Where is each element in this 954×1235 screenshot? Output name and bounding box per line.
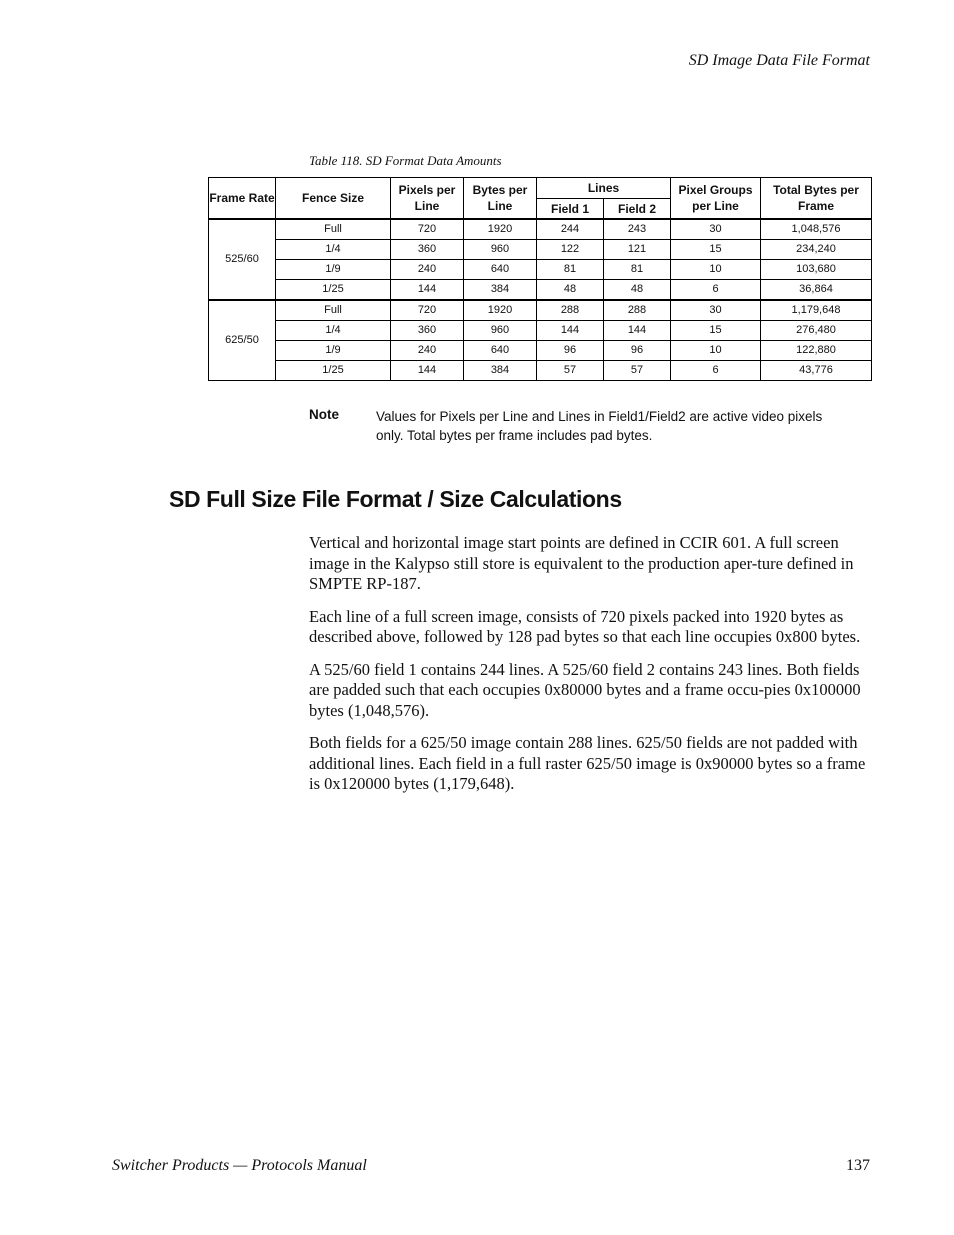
- running-head: SD Image Data File Format: [688, 52, 870, 69]
- section-body: [309, 533, 872, 807]
- body-paragraph: A 525/60 field 1 contains 244 lines. A 525/60 field 2 contains 243 lines. Both fields are padded such that each occupies 0x80000 bytes and a frame occu-pies 0x100000 bytes (1,048,576).: [309, 659, 861, 720]
- bytes-cell: 640: [464, 260, 537, 280]
- fence-cell: 1/25: [276, 361, 391, 381]
- table-row: [209, 260, 872, 280]
- pixel-groups-cell: 10: [671, 341, 761, 361]
- pixels-cell: 720: [391, 219, 464, 240]
- fence-cell: 1/4: [276, 240, 391, 260]
- frame-rate-cell: 525/60: [209, 219, 276, 300]
- body-paragraph: Both fields for a 625/50 image contain 288 lines. 625/50 fields are not padded with additional lines. Each field in a full raster 625/50 image is 0x90000 bytes so a frame is 0x120000 bytes (1,179,648).: [309, 733, 866, 793]
- header-fence-size: Fence Size: [276, 178, 391, 220]
- fence-cell: Full: [276, 219, 391, 240]
- pixels-cell: 240: [391, 341, 464, 361]
- pixel-groups-cell: 15: [671, 321, 761, 341]
- table-group-525-60: [209, 219, 872, 300]
- note-block: [309, 407, 849, 445]
- header-pixels-per-line: Pixels per Line: [391, 178, 464, 220]
- pixels-cell: 240: [391, 260, 464, 280]
- footer-title: Switcher Products — Protocols Manual: [112, 1157, 367, 1174]
- total-bytes-cell: 1,048,576: [761, 219, 872, 240]
- field2-cell: 144: [604, 321, 671, 341]
- fence-cell: 1/9: [276, 341, 391, 361]
- bytes-cell: 384: [464, 280, 537, 301]
- note-text: Values for Pixels per Line and Lines in Field1/Field2 are active video pixels only. Total bytes per frame includes pad bytes.: [376, 409, 823, 443]
- field1-cell: 244: [537, 219, 604, 240]
- pixel-groups-cell: 10: [671, 260, 761, 280]
- table-group-625-50: [209, 300, 872, 381]
- table-row: [209, 321, 872, 341]
- total-bytes-cell: 276,480: [761, 321, 872, 341]
- header-field-1: Field 1: [537, 199, 604, 220]
- header-field-2: Field 2: [604, 199, 671, 220]
- table-row: [209, 300, 872, 321]
- pixels-cell: 144: [391, 361, 464, 381]
- total-bytes-cell: 103,680: [761, 260, 872, 280]
- pixel-groups-cell: 30: [671, 219, 761, 240]
- fence-cell: 1/4: [276, 321, 391, 341]
- section-heading: SD Full Size File Format / Size Calculations: [169, 486, 622, 512]
- field2-cell: 48: [604, 280, 671, 301]
- page-number: 137: [846, 1157, 870, 1174]
- pixels-cell: 360: [391, 321, 464, 341]
- fence-cell: 1/9: [276, 260, 391, 280]
- field2-cell: 243: [604, 219, 671, 240]
- field1-cell: 48: [537, 280, 604, 301]
- body-paragraph: Each line of a full screen image, consists of 720 pixels packed into 1920 bytes as described above, followed by 128 pad bytes so that each line occupies 0x800 bytes.: [309, 606, 861, 646]
- field1-cell: 144: [537, 321, 604, 341]
- frame-rate-cell: 625/50: [209, 300, 276, 381]
- pixel-groups-cell: 15: [671, 240, 761, 260]
- field1-cell: 122: [537, 240, 604, 260]
- data-amounts-table: [208, 177, 872, 381]
- field2-cell: 57: [604, 361, 671, 381]
- bytes-cell: 1920: [464, 219, 537, 240]
- bytes-cell: 960: [464, 240, 537, 260]
- field2-cell: 288: [604, 300, 671, 321]
- body-paragraph: Vertical and horizontal image start points are defined in CCIR 601. A full screen image in the Kalypso still store is equivalent to the production aper-ture defined in SMPTE RP-187.: [309, 533, 854, 593]
- note-label: Note: [309, 407, 339, 422]
- header-lines: Lines: [537, 178, 671, 199]
- header-pixel-groups: Pixel Groups per Line: [671, 178, 761, 220]
- header-total-bytes: Total Bytes per Frame: [761, 178, 872, 220]
- bytes-cell: 384: [464, 361, 537, 381]
- table-row: [209, 240, 872, 260]
- pixel-groups-cell: 30: [671, 300, 761, 321]
- table-row: [209, 361, 872, 381]
- pixels-cell: 144: [391, 280, 464, 301]
- total-bytes-cell: 234,240: [761, 240, 872, 260]
- field2-cell: 81: [604, 260, 671, 280]
- pixel-groups-cell: 6: [671, 361, 761, 381]
- pixel-groups-cell: 6: [671, 280, 761, 301]
- field1-cell: 288: [537, 300, 604, 321]
- total-bytes-cell: 1,179,648: [761, 300, 872, 321]
- pixels-cell: 720: [391, 300, 464, 321]
- fence-cell: Full: [276, 300, 391, 321]
- field1-cell: 57: [537, 361, 604, 381]
- total-bytes-cell: 36,864: [761, 280, 872, 301]
- header-bytes-per-line: Bytes per Line: [464, 178, 537, 220]
- bytes-cell: 960: [464, 321, 537, 341]
- total-bytes-cell: 122,880: [761, 341, 872, 361]
- fence-cell: 1/25: [276, 280, 391, 301]
- bytes-cell: 640: [464, 341, 537, 361]
- table-caption: Table 118. SD Format Data Amounts: [309, 153, 502, 168]
- field1-cell: 81: [537, 260, 604, 280]
- table-row: [209, 341, 872, 361]
- header-frame-rate: Frame Rate: [209, 178, 276, 220]
- pixels-cell: 360: [391, 240, 464, 260]
- field1-cell: 96: [537, 341, 604, 361]
- bytes-cell: 1920: [464, 300, 537, 321]
- field2-cell: 96: [604, 341, 671, 361]
- table-row: [209, 280, 872, 301]
- table-row: [209, 219, 872, 240]
- field2-cell: 121: [604, 240, 671, 260]
- total-bytes-cell: 43,776: [761, 361, 872, 381]
